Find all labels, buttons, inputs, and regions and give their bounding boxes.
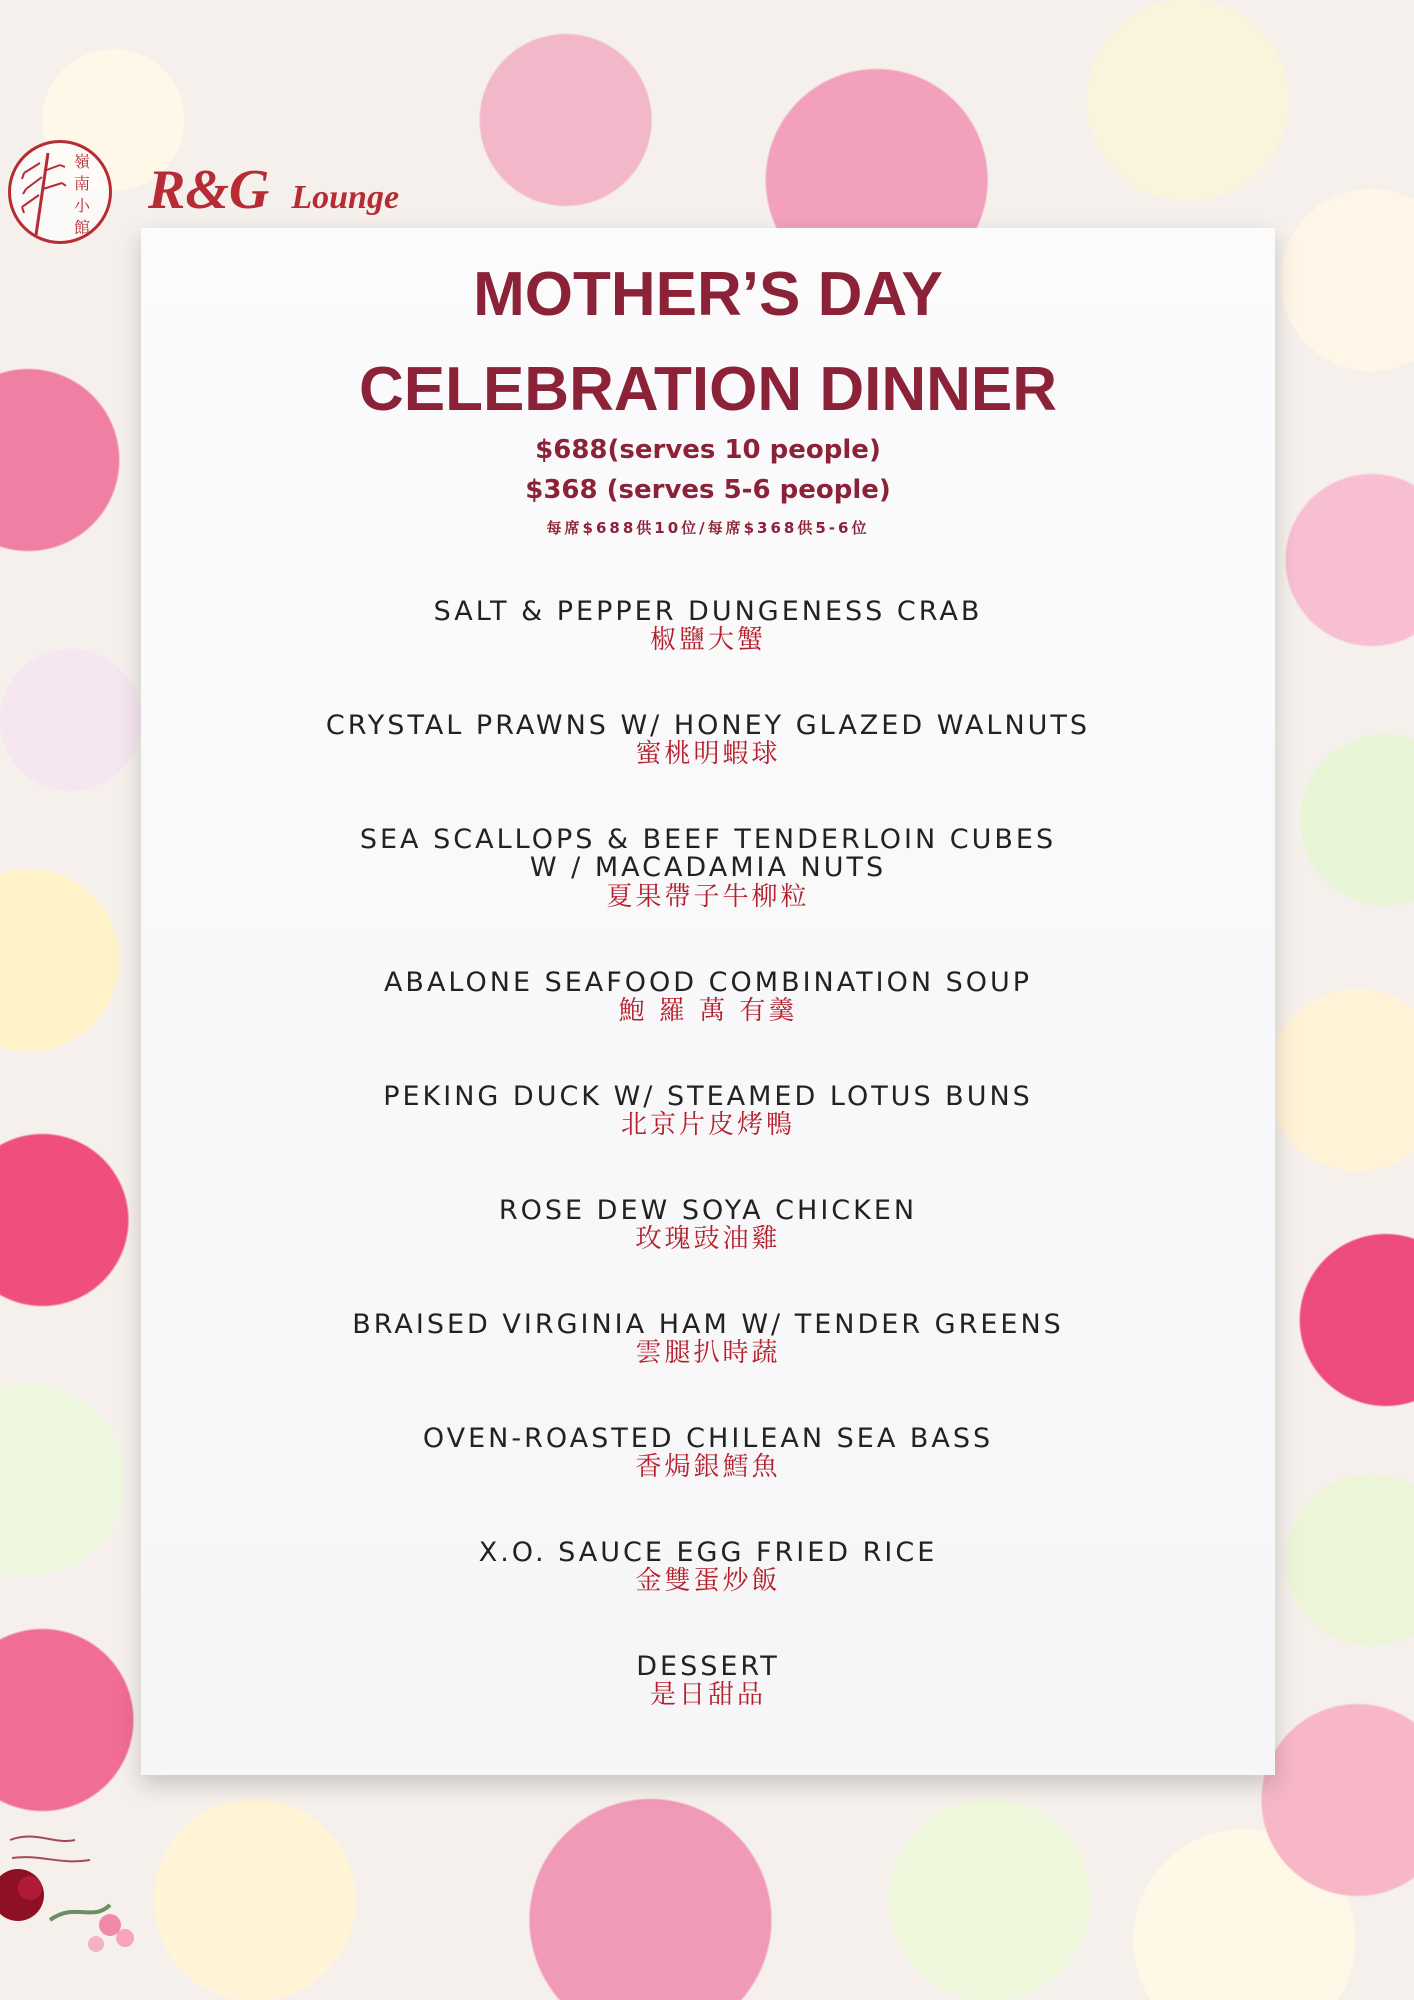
seal-text: 嶺南小館 bbox=[73, 152, 90, 237]
dish-3-cn: 夏果帶子牛柳粒 bbox=[606, 882, 810, 912]
brand-main: R&G bbox=[148, 159, 270, 221]
dish-10-cn: 是日甜品 bbox=[649, 1680, 766, 1710]
brand-sub: Lounge bbox=[291, 179, 400, 216]
dish-3-en-line2: W / MACADAMIA NUTS bbox=[529, 852, 887, 883]
menu-card bbox=[141, 228, 1275, 1775]
dish-9-cn: 金雙蛋炒飯 bbox=[635, 1566, 781, 1596]
dish-10-en: DESSERT bbox=[636, 1651, 780, 1682]
dish-4-cn: 鮑 羅 萬 有羹 bbox=[618, 996, 798, 1026]
dish-8-en: OVEN-ROASTED CHILEAN SEA BASS bbox=[422, 1423, 994, 1454]
dish-3-en: SEA SCALLOPS & BEEF TENDERLOIN CUBES bbox=[359, 824, 1057, 855]
price-5-6-people: $368 (serves 5-6 people) bbox=[525, 475, 891, 505]
flower-decoration-icon bbox=[0, 1810, 140, 2000]
dish-5-cn: 北京片皮烤鴨 bbox=[620, 1110, 795, 1140]
dish-5-en: PEKING DUCK W/ STEAMED LOTUS BUNS bbox=[383, 1081, 1033, 1112]
dish-2-cn: 蜜桃明蝦球 bbox=[635, 739, 781, 769]
restaurant-logo bbox=[8, 140, 508, 240]
dish-2-en: CRYSTAL PRAWNS W/ HONEY GLAZED WALNUTS bbox=[325, 710, 1091, 741]
dish-9-en: X.O. SAUCE EGG FRIED RICE bbox=[478, 1537, 938, 1568]
price-10-people: $688(serves 10 people) bbox=[535, 435, 881, 465]
dish-7-cn: 雲腿扒時蔬 bbox=[635, 1338, 781, 1368]
bamboo-seal-icon bbox=[8, 140, 112, 244]
brand-name bbox=[148, 158, 399, 222]
dish-4-en: ABALONE SEAFOOD COMBINATION SOUP bbox=[383, 967, 1033, 998]
dish-6-en: ROSE DEW SOYA CHICKEN bbox=[498, 1195, 918, 1226]
dish-1-en: SALT & PEPPER DUNGENESS CRAB bbox=[433, 596, 983, 627]
dish-7-en: BRAISED VIRGINIA HAM W/ TENDER GREENS bbox=[352, 1309, 1064, 1340]
price-chinese: 每席$688供10位/每席$368供5-6位 bbox=[546, 519, 870, 537]
dish-6-cn: 玫瑰豉油雞 bbox=[635, 1224, 781, 1254]
dish-1-cn: 椒鹽大蟹 bbox=[649, 625, 766, 655]
dish-8-cn: 香焗銀鱈魚 bbox=[635, 1452, 781, 1482]
menu-title-line1: MOTHER’S DAY bbox=[473, 260, 943, 329]
menu-title-line2: CELEBRATION DINNER bbox=[358, 355, 1058, 424]
